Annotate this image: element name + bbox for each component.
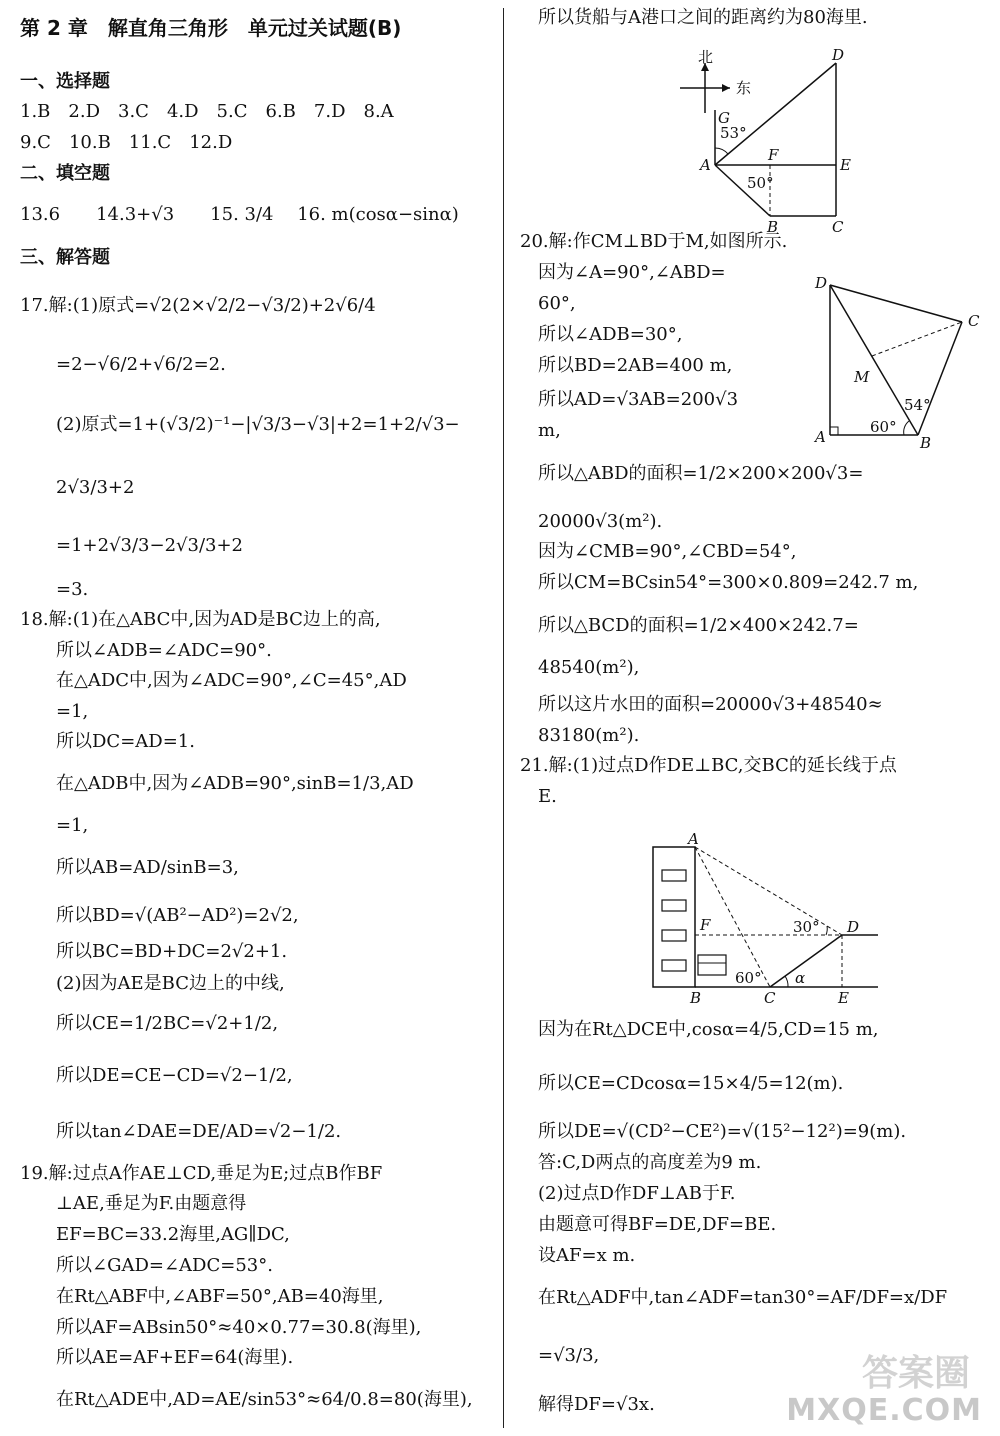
left-line: 在Rt△ADE中,AD=AE/sin53°≈64/0.8=80(海里), [20, 1389, 473, 1410]
label-D: D [847, 918, 860, 936]
left-line: 在Rt△ABF中,∠ABF=50°,AB=40海里, [20, 1286, 384, 1307]
right-line: 所以货船与A港口之间的距离约为80海里. [520, 7, 868, 28]
left-line: 所以AB=AD/sinB=3, [20, 857, 239, 878]
right-line: 答:C,D两点的高度差为9 m. [520, 1152, 762, 1173]
left-line: EF=BC=33.2海里,AG∥DC, [20, 1224, 290, 1245]
left-line: 所以AF=ABsin50°≈40×0.77=30.8(海里), [20, 1317, 422, 1338]
label-F: F [700, 916, 711, 934]
label-B: B [920, 434, 932, 452]
right-line: m, [520, 420, 561, 441]
label-E: E [838, 989, 849, 1007]
left-line: 2√3/3+2 [20, 477, 135, 498]
left-line: 在△ADB中,因为∠ADB=90°,sinB=1/3,AD [20, 773, 414, 794]
left-line: 所以∠GAD=∠ADC=53°. [20, 1255, 273, 1276]
figure-21 [640, 830, 890, 1010]
angle-30: 30° [793, 918, 820, 936]
right-line: 所以DE=√(CD²−CE²)=√(15²−12²)=9(m). [520, 1121, 907, 1142]
right-line: 所以△ABD的面积=1/2×200×200√3= [520, 463, 864, 484]
label-C: C [832, 218, 844, 236]
watermark-text: MXQE.COM [786, 1393, 982, 1428]
left-line: 19.解:过点A作AE⊥CD,垂足为E;过点B作BF [20, 1163, 383, 1184]
label-G: G [718, 109, 730, 127]
right-line: (2)过点D作DF⊥AB于F. [520, 1183, 736, 1204]
left-line: 所以AE=AF+EF=64(海里). [20, 1347, 294, 1368]
left-line: 一、选择题 [20, 71, 110, 92]
watermark-logo: 答案圈 [861, 1353, 970, 1394]
label-A: A [700, 156, 711, 174]
left-line: 17.解:(1)原式=√2(2×√2/2−√3/2)+2√6/4 [20, 295, 376, 316]
left-line: 1.B 2.D 3.C 4.D 5.C 6.B 7.D 8.A [20, 101, 394, 122]
label-alpha: α [795, 969, 806, 987]
right-line: 由题意可得BF=DE,DF=BE. [520, 1214, 777, 1235]
figure-19 [670, 48, 870, 238]
left-line: 所以DC=AD=1. [20, 731, 195, 752]
label-E: E [840, 156, 851, 174]
right-line: 21.解:(1)过点D作DE⊥BC,交BC的延长线于点 [520, 755, 897, 776]
right-line: 所以∠ADB=30°, [520, 324, 683, 345]
left-line: 第 2 章 解直角三角形 单元过关试题(B) [20, 16, 402, 40]
label-C: C [764, 989, 776, 1007]
right-line: 所以△BCD的面积=1/2×400×242.7= [520, 615, 859, 636]
right-line: 所以这片水田的面积=20000√3+48540≈ [520, 694, 883, 715]
left-line: =3. [20, 579, 89, 600]
right-line: 所以BD=2AB=400 m, [520, 355, 733, 376]
figure-20 [810, 270, 1000, 455]
left-line: =2−√6/2+√6/2=2. [20, 354, 226, 375]
right-line: 因为∠CMB=90°,∠CBD=54°, [520, 541, 797, 562]
left-line: 所以tan∠DAE=DE/AD=√2−1/2. [20, 1121, 342, 1142]
right-line: E. [520, 786, 557, 807]
left-line: 所以DE=CE−CD=√2−1/2, [20, 1065, 293, 1086]
left-line: 所以BC=BD+DC=2√2+1. [20, 941, 288, 962]
angle-53: 53° [720, 124, 747, 142]
north-label: 北 [698, 48, 714, 66]
left-line: (2)原式=1+(√3/2)⁻¹−|√3/3−√3|+2=1+2/√3− [20, 414, 460, 435]
label-B: B [767, 218, 779, 236]
left-line: =1, [20, 815, 89, 836]
left-line: ⊥AE,垂足为F.由题意得 [20, 1193, 247, 1214]
right-line: 所以CM=BCsin54°=300×0.809=242.7 m, [520, 572, 919, 593]
right-line: 解得DF=√3x. [520, 1394, 655, 1415]
left-line: =1+2√3/3−2√3/3+2 [20, 535, 244, 556]
angle-50: 50° [747, 174, 774, 192]
label-F: F [768, 146, 779, 164]
label-A: A [688, 830, 699, 848]
right-line: =√3/3, [520, 1345, 600, 1366]
left-line: (2)因为AE是BC边上的中线, [20, 973, 285, 994]
left-line: 9.C 10.B 11.C 12.D [20, 132, 233, 153]
right-line: 83180(m²). [520, 725, 640, 746]
angle-54: 54° [904, 396, 931, 414]
left-line: 二、填空题 [20, 163, 110, 184]
right-line: 所以CE=CDcosα=15×4/5=12(m). [520, 1073, 844, 1094]
right-line: 因为∠A=90°,∠ABD= [520, 262, 726, 283]
label-D: D [832, 48, 845, 64]
east-label: 东 [736, 79, 752, 97]
left-line: 三、解答题 [20, 247, 110, 268]
column-divider [503, 8, 504, 1428]
right-line: 20.解:作CM⊥BD于M,如图所示. [520, 231, 788, 252]
right-line: 所以AD=√3AB=200√3 [520, 389, 739, 410]
right-line: 在Rt△ADF中,tan∠ADF=tan30°=AF/DF=x/DF [520, 1287, 948, 1308]
angle-60: 60° [870, 418, 897, 436]
left-line: 在△ADC中,因为∠ADC=90°,∠C=45°,AD [20, 670, 407, 691]
label-A: A [815, 428, 826, 446]
left-line: 18.解:(1)在△ABC中,因为AD是BC边上的高, [20, 609, 381, 630]
right-line: 因为在Rt△DCE中,cosα=4/5,CD=15 m, [520, 1019, 879, 1040]
left-line: 所以BD=√(AB²−AD²)=2√2, [20, 905, 299, 926]
left-line: 所以CE=1/2BC=√2+1/2, [20, 1013, 279, 1034]
right-line: 48540(m²), [520, 657, 640, 678]
right-line: 20000√3(m²). [520, 511, 663, 532]
left-line: 13.6 14.3+√3 15. 3/4 16. m(cosα−sinα) [20, 204, 459, 225]
label-C: C [968, 312, 980, 330]
angle-60: 60° [735, 969, 762, 987]
label-M: M [854, 368, 870, 386]
label-B: B [690, 989, 702, 1007]
left-line: =1, [20, 701, 89, 722]
right-line: 60°, [520, 293, 576, 314]
left-line: 所以∠ADB=∠ADC=90°. [20, 640, 272, 661]
right-line: 设AF=x m. [520, 1245, 636, 1266]
label-D: D [815, 274, 828, 292]
